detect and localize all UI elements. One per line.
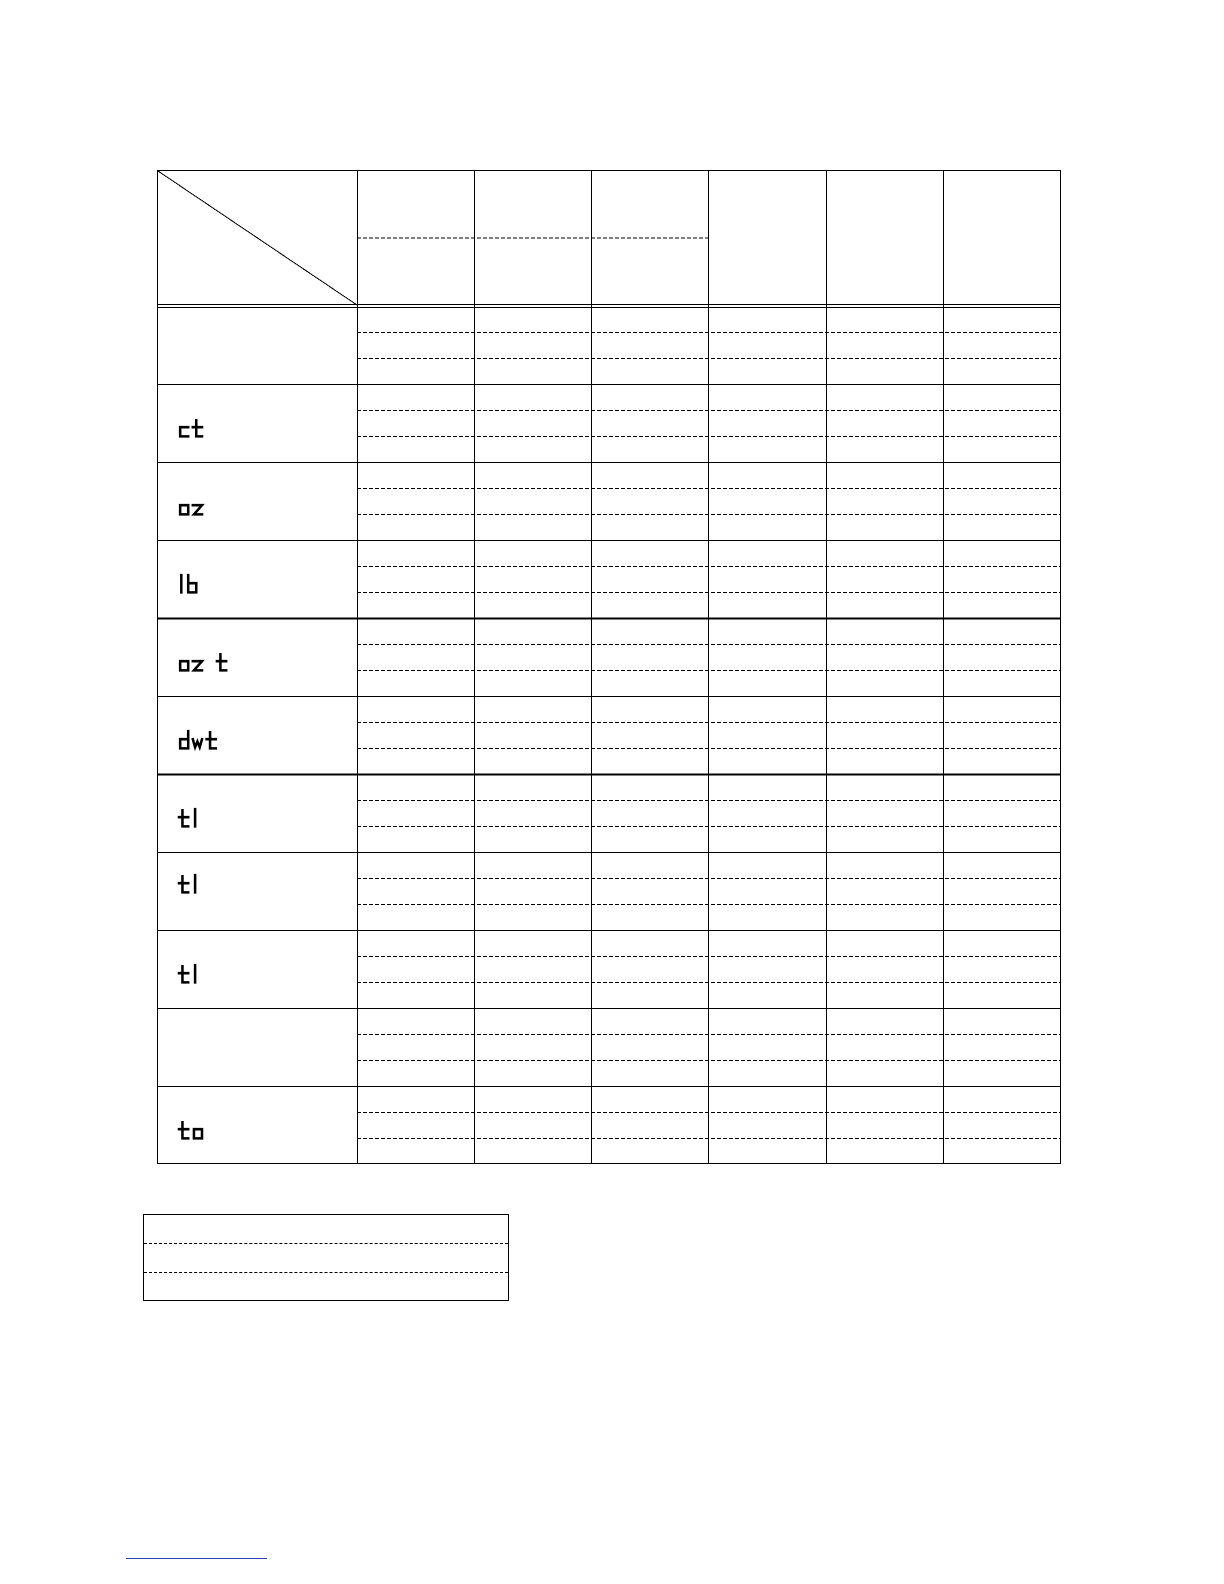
lcd-glyph bbox=[179, 810, 188, 826]
lcd-glyph bbox=[179, 876, 188, 892]
lcd-glyph bbox=[180, 731, 188, 748]
table-border bbox=[158, 171, 1061, 1164]
unit-label-tl bbox=[179, 875, 195, 892]
lcd-glyph bbox=[179, 1122, 188, 1138]
lcd-glyph bbox=[193, 420, 202, 436]
legend-divider bbox=[144, 1243, 508, 1244]
legend-box bbox=[143, 1214, 509, 1301]
lcd-glyph bbox=[193, 739, 202, 747]
lcd-glyph bbox=[217, 654, 226, 670]
lcd-glyph bbox=[193, 661, 202, 670]
unit-label-to bbox=[179, 1122, 202, 1138]
lcd-glyph bbox=[193, 505, 202, 514]
unit-label-tl bbox=[179, 809, 195, 826]
lcd-glyph bbox=[179, 966, 188, 982]
unit-label-tl bbox=[179, 965, 195, 982]
lcd-glyph bbox=[188, 575, 196, 592]
lcd-glyph bbox=[180, 661, 188, 670]
unit-label-oz-t bbox=[180, 654, 226, 670]
unit-table bbox=[157, 170, 1061, 1164]
footer-rule bbox=[126, 1558, 267, 1559]
header-diagonal bbox=[158, 171, 357, 305]
lcd-glyph bbox=[207, 732, 216, 748]
unit-label-ct bbox=[180, 420, 202, 436]
unit-label-lb bbox=[181, 575, 196, 592]
lcd-glyph bbox=[194, 1129, 202, 1138]
unit-label-dwt bbox=[180, 731, 216, 748]
lcd-glyph bbox=[180, 505, 188, 514]
legend-divider bbox=[144, 1272, 508, 1273]
lcd-glyph bbox=[180, 427, 188, 436]
unit-label-oz bbox=[180, 505, 202, 514]
